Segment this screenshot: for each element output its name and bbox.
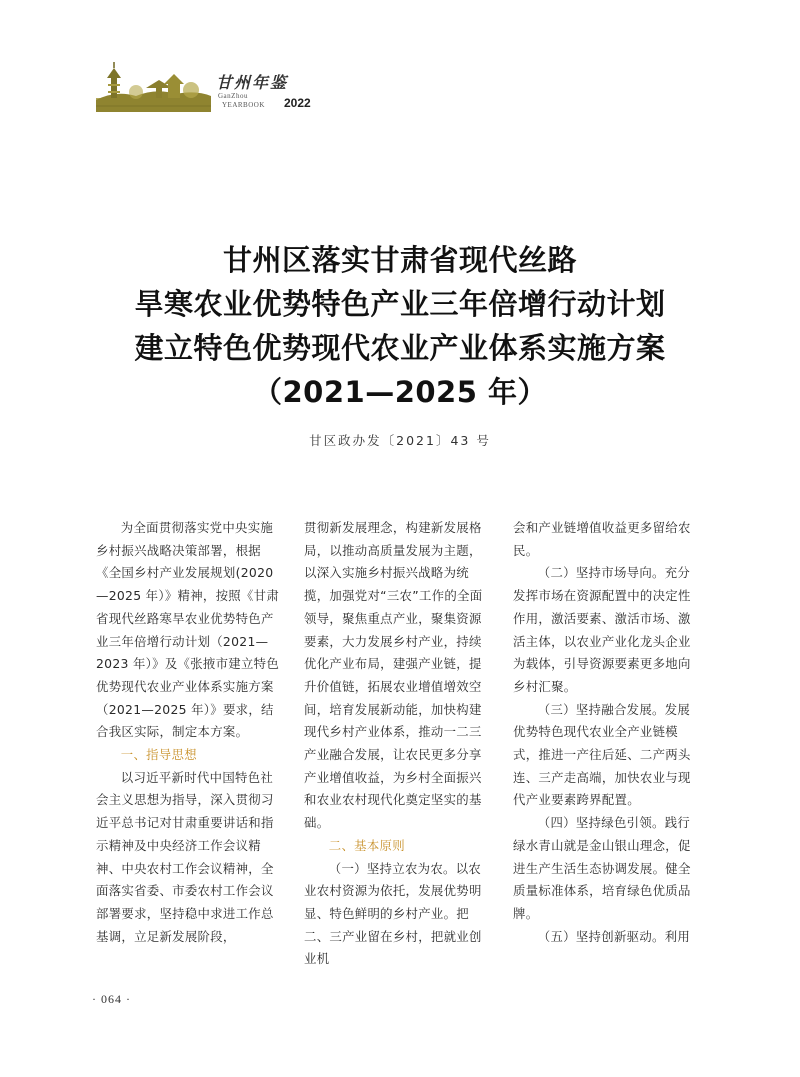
title-line-3: 建立特色优势现代农业产业体系实施方案 — [134, 331, 666, 365]
paragraph-principle-4: （四）坚持绿色引领。践行绿水青山就是金山银山理念，促进生产生活生态协调发展。健全质量标准体系，培育绿色优质品牌。 — [513, 815, 691, 921]
text-column-3 — [513, 517, 701, 948]
document-title — [0, 238, 800, 414]
paragraph-principle-5: （五）坚持创新驱动。利用 — [537, 928, 691, 944]
document-number: 甘区政办发〔2021〕43 号 — [309, 433, 491, 448]
pagoda-landscape-illustration — [96, 60, 211, 112]
paragraph-guiding-ideology-cont: 贯彻新发展理念，构建新发展格局，以推动高质量发展为主题，以深入实施乡村振兴战略为统揽，加强党对“三农”工作的全面领导，聚焦重点产业，聚集资源要素，大力发展乡村产业，持续优化产业布局，建强产业链，提升价值链，拓展农业增值增效空间，培育发展新动能，加快构建现代乡村产业体系，推动一二三产业融合发展，让农民更多分享产业增值收益，为乡村全面振兴和农业农村现代化奠定坚实的基础。 — [304, 520, 483, 831]
paragraph-principle-1: （一）坚持立农为农。以农业农村资源为依托，发展优势明显、特色鲜明的乡村产业。把二、三产业留在乡村，把就业创业机 — [304, 860, 482, 967]
text-column-2 — [304, 517, 492, 971]
title-line-2: 旱寒农业优势特色产业三年倍增行动计划 — [134, 287, 666, 321]
yearbook-logo-chinese: 甘州年鉴 — [216, 73, 289, 92]
paragraph-principle-1-cont: 会和产业链增值收益更多留给农民。 — [513, 520, 691, 558]
yearbook-year: 2022 — [284, 96, 311, 110]
section-heading-guiding-ideology: 一、指导思想 — [120, 747, 197, 763]
page-number: · 064 · — [92, 992, 131, 1006]
text-column-1 — [96, 517, 284, 948]
paragraph-principle-2: （二）坚持市场导向。充分发挥市场在资源配置中的决定性作用，激活要素、激活市场、激活主体，以农业产业化龙头企业为载体，引导资源要素更多地向乡村汇聚。 — [513, 565, 691, 694]
paragraph-principle-3: （三）坚持融合发展。发展优势特色现代农业全产业链模式，推进一产往后延、二产两头连、三产走高端，加快农业与现代产业要素跨界配置。 — [513, 701, 691, 808]
yearbook-logo-english-line2: YEARBOOK — [222, 101, 265, 109]
yearbook-logo-english-line1: GanZhou — [218, 92, 248, 100]
paragraph-intro: 为全面贯彻落实党中央实施乡村振兴战略决策部署，根据《全国乡村产业发展规划(2020—2025 年）》精神，按照《甘肃省现代丝路寒旱农业优势特色产业三年倍增行动计划（2021—2023 年）》及《张掖市建立特色优势现代农业产业体系实施方案（2021—2025 年）》要求，结合我区实际，制定本方案。 — [96, 520, 280, 740]
title-line-1: 甘州区落实甘肃省现代丝路 — [222, 243, 577, 277]
paragraph-guiding-ideology: 以习近平新时代中国特色社会主义思想为指导，深入贯彻习近平总书记对甘肃重要讲话和指示精神及中央经济工作会议精神、中央农村工作会议精神，全面落实省委、市委农村工作会议部署要求，坚持稳中求进工作总基调，立足新发展阶段， — [96, 769, 274, 944]
yearbook-header — [96, 58, 356, 114]
title-line-4: （2021—2025 年） — [252, 375, 548, 409]
section-heading-basic-principles: 二、基本原则 — [328, 837, 405, 853]
